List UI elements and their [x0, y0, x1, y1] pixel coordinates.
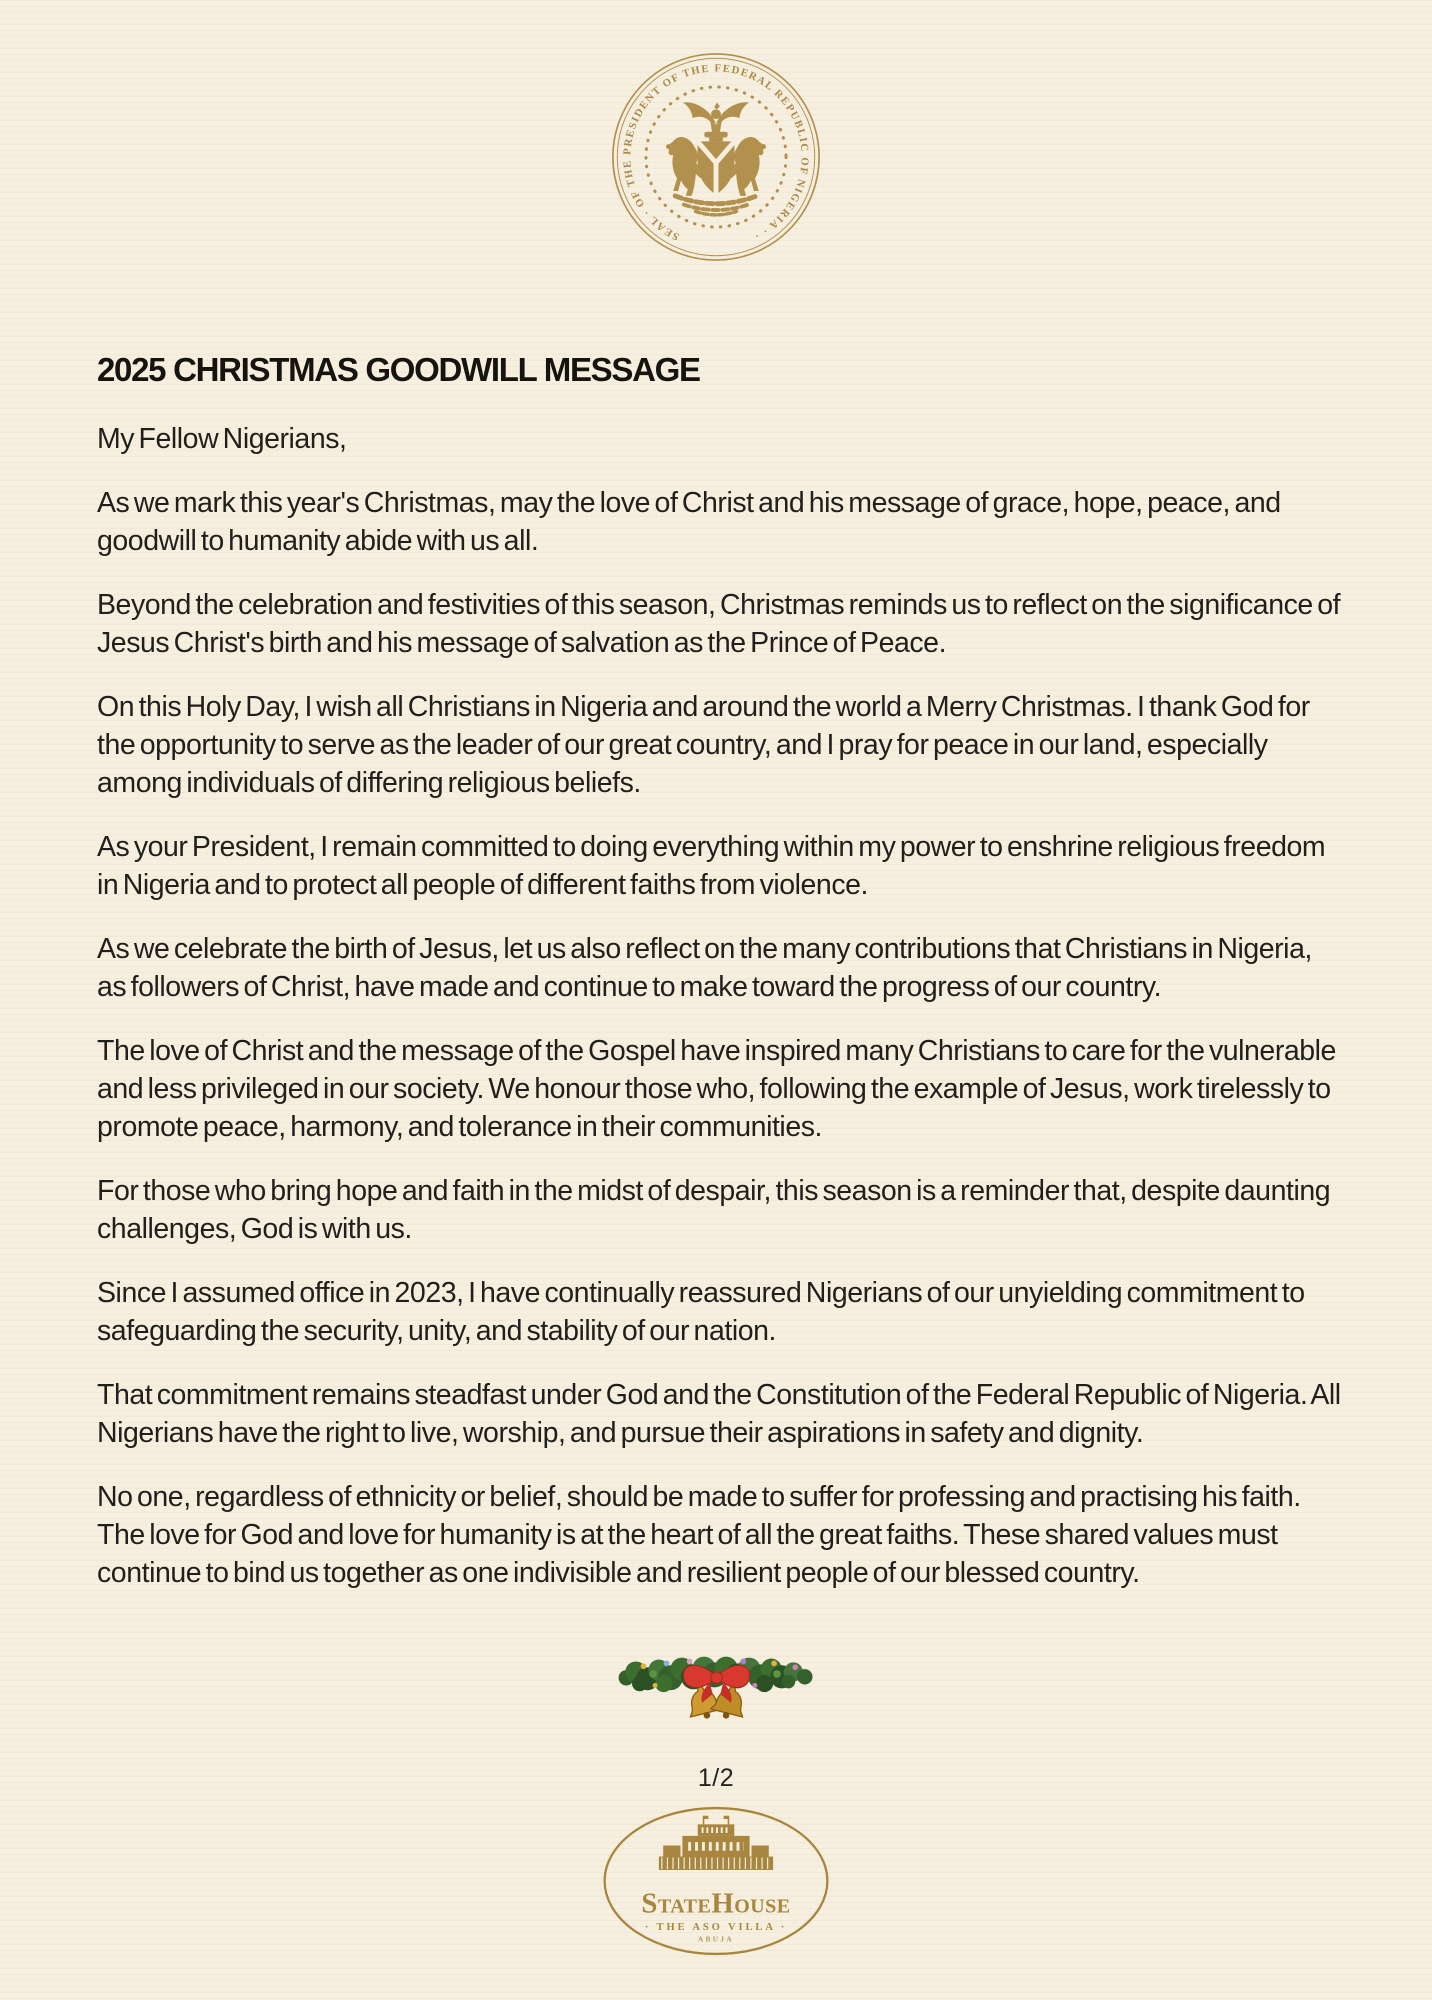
statehouse-logo-name: StateHouse — [641, 1887, 791, 1920]
seal-circular-text: SEAL · OF THE PRESIDENT OF THE FEDERAL REPUBLIC OF NIGERIA · · — [621, 62, 811, 243]
wreath-base — [675, 196, 757, 215]
torse-tassel — [709, 138, 723, 142]
christmas-garland-decoration — [0, 1648, 1432, 1744]
letter-paragraph: As your President, I remain committed to doing everything within my power to enshrine religious freedom in Nigeria and to protect all people of different faiths from violence. — [97, 831, 1326, 901]
letter-paragraph: Beyond the celebration and festivities of this season, Christmas reminds us to reflect on the significance of Jesus Christ's birth and his message of salvation as the Prince of Peace. — [97, 589, 1341, 659]
letter-paragraph: That commitment remains steadfast under God and the Constitution of the Federal Republic of Nigeria. All Nigerians have the right to live, worship, and pursue their aspirations in safety and dignity. — [97, 1379, 1341, 1449]
letter-paragraph: Since I assumed office in 2023, I have continually reassured Nigerians of our unyielding commitment to safeguarding the security, unity, and stability of our nation. — [97, 1277, 1305, 1347]
garland-icon — [609, 1648, 824, 1744]
letter-paragraph: As we mark this year's Christmas, may the love of Christ and his message of grace, hope, peace, and goodwill to humanity abide with us all. — [97, 487, 1281, 557]
statehouse-logo — [0, 1801, 1432, 1961]
paragraph-list — [97, 484, 1342, 1592]
letter-paragraph: As we celebrate the birth of Jesus, let us also reflect on the many contributions that Christians in Nigeria, as followers of Christ, have made and continue to make toward the progress of our country. — [97, 933, 1312, 1003]
letter-body — [97, 420, 1342, 1592]
eagle-icon — [683, 102, 749, 132]
statehouse-logo-subtitle: · THE ASO VILLA · — [644, 1921, 788, 1933]
letter-paragraph: The love of Christ and the message of the Gospel have inspired many Christians to care for the vulnerable and less privileged in our society. We honour those who, following the example of Jesus, work tirelessly to promote peace, harmony, and tolerance in their communities. — [97, 1035, 1336, 1143]
statehouse-logo-city: ABUJA — [698, 1935, 734, 1944]
letter-paragraph: On this Holy Day, I wish all Christians in Nigeria and around the world a Merry Christmas. I thank God for the opportunity to serve as the leader of our great country, and I pray for peace in our land, especially among individuals of differing religious beliefs. — [97, 691, 1310, 799]
letter-paragraph: For those who bring hope and faith in the midst of despair, this season is a reminder that, despite daunting challenges, God is with us. — [97, 1175, 1331, 1245]
horse-icon-left — [666, 137, 701, 196]
page-number: 1/2 — [697, 1764, 735, 1792]
statehouse-crest-icon — [596, 1801, 836, 1961]
shield-icon — [698, 141, 735, 195]
horse-icon-right — [731, 137, 766, 196]
page-title: 2025 CHRISTMAS GOODWILL MESSAGE — [97, 351, 700, 388]
presidential-seal-icon — [609, 50, 823, 264]
presidential-seal — [0, 0, 1432, 264]
statehouse-building-icon — [659, 1816, 772, 1870]
coat-of-arms — [666, 102, 766, 215]
letter-paragraph: No one, regardless of ethnicity or belief, should be made to suffer for professing and practising his faith. The love for God and love for humanity is at the heart of all the great faiths. These shared values must continue to bind us together as one indivisible and resilient people of our blessed country. — [97, 1481, 1301, 1589]
torse-bar — [704, 132, 727, 138]
salutation: My Fellow Nigerians, — [97, 423, 347, 455]
